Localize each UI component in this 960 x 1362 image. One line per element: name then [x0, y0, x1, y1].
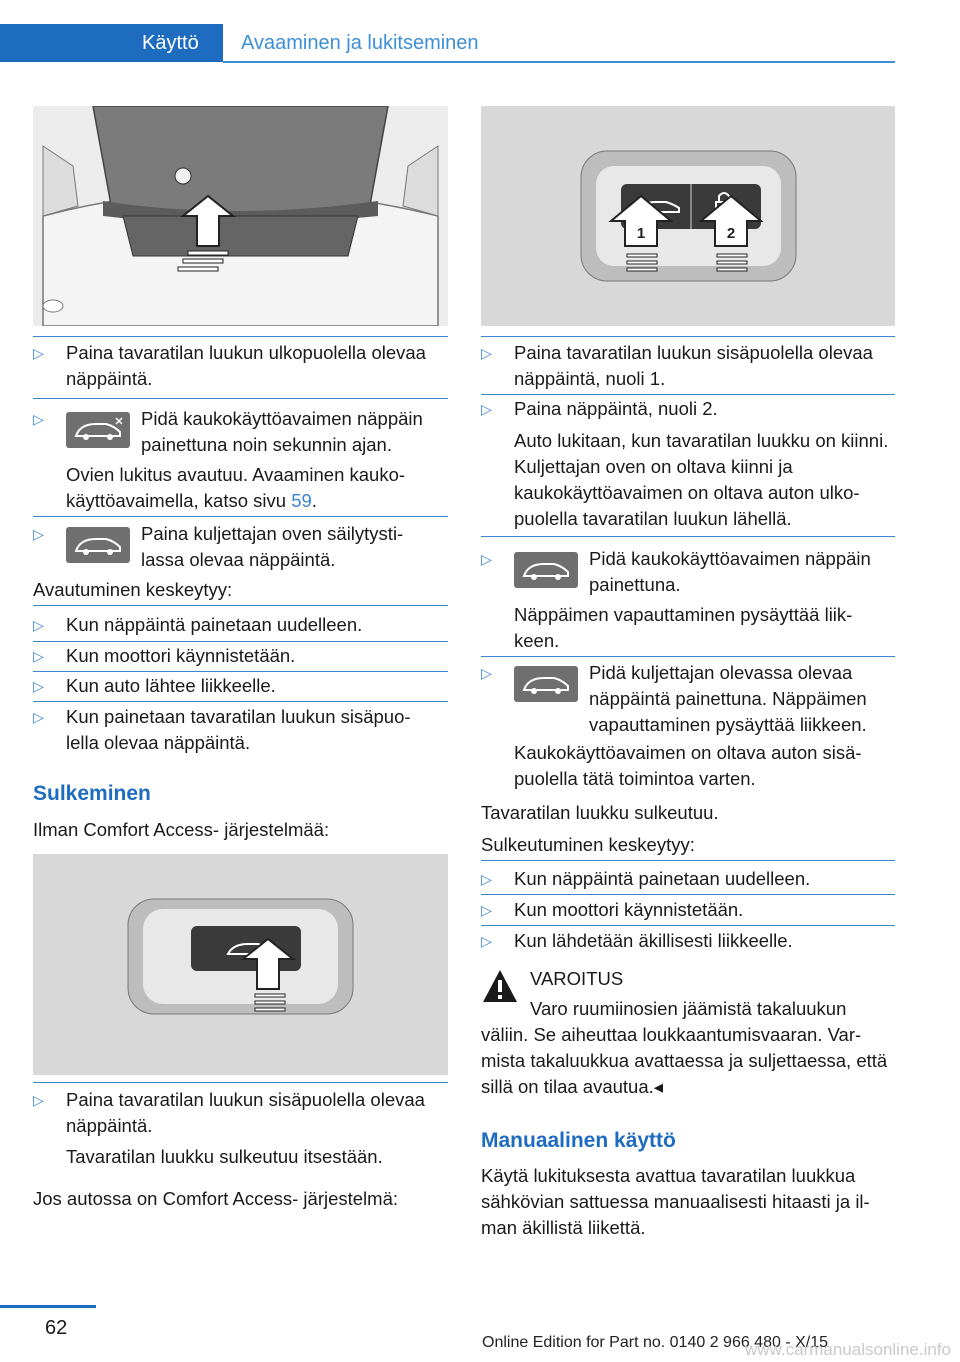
arrow-label-2: 2: [726, 225, 736, 242]
trunk-key-icon: [514, 666, 578, 702]
divider: [481, 536, 895, 537]
bullet-note: Kaukokäyttöavaimen on oltava auton sisä- puolella tätä toimintoa varten.: [514, 742, 862, 789]
list-item: [481, 396, 895, 534]
watermark: www.carmanualsonline.info: [745, 1340, 951, 1359]
warning-box: [481, 966, 895, 1106]
divider: [481, 925, 895, 926]
paragraph: Avautuminen keskeytyy:: [33, 579, 233, 600]
bullet-text: Kun lähdetään äkillisesti liikkeelle.: [514, 930, 793, 951]
list-item: [481, 660, 895, 794]
triangle-bullet-icon: ▷: [481, 933, 492, 949]
bullet-text: Pidä kaukokäyttöavaimen näppäin painettuna noin sekunnin ajan.: [141, 408, 423, 455]
paragraph: Sulkeutuminen keskeytyy:: [481, 834, 695, 855]
list-item: [33, 521, 448, 575]
triangle-bullet-icon: ▷: [33, 526, 44, 542]
footer-rule: [0, 1305, 96, 1308]
page-number: 62: [45, 1317, 68, 1339]
bullet-text: Pidä kuljettajan olevassa olevaa näppäintä painettuna. Näppäimen vapauttaminen pysäyttää liikkeen.: [589, 662, 867, 735]
divider: [33, 641, 448, 642]
warning-title: VAROITUS: [530, 968, 624, 989]
list-item: [481, 340, 895, 394]
triangle-bullet-icon: ▷: [33, 648, 44, 664]
divider: [481, 656, 895, 657]
edition-note: Online Edition for Part no. 0140 2 966 480 - X/15: [482, 1334, 829, 1351]
bullet-text: Kun auto lähtee liikkeelle.: [66, 675, 276, 696]
triangle-bullet-icon: ▷: [481, 902, 492, 918]
warning-text: Varo ruumiinosien jäämistä takaluukun väliin. Se aiheuttaa loukkaantumisvaaran. Var- mista takaluukkua avattaessa ja suljettaessa, että sillä on tilaa avautua.◂: [481, 998, 888, 1097]
divider: [33, 398, 448, 399]
triangle-bullet-icon: ▷: [481, 871, 492, 887]
triangle-bullet-icon: ▷: [33, 345, 44, 361]
divider: [481, 336, 895, 337]
bullet-text: Paina tavaratilan luukun ulkopuolella olevaa näppäintä.: [66, 342, 426, 389]
bullet-text: Kun moottori käynnistetään.: [514, 899, 744, 920]
header-rule: [223, 61, 895, 63]
divider: [33, 516, 448, 517]
divider: [33, 336, 448, 337]
divider: [481, 394, 895, 395]
list-item: [33, 1087, 448, 1167]
triangle-bullet-icon: ▷: [33, 1092, 44, 1108]
bullet-note: Näppäimen vapauttaminen pysäyttää liik- keen.: [514, 604, 853, 651]
interior-buttons-figure: [481, 106, 895, 326]
bullet-note: Tavaratilan luukku sulkeutuu itsestään.: [66, 1146, 383, 1167]
triangle-bullet-icon: ▷: [33, 709, 44, 725]
divider: [33, 1082, 448, 1083]
trunk-button-figure: [33, 854, 448, 1075]
bullet-text: Paina näppäintä, nuoli 2.: [514, 398, 718, 419]
bullet-text: Kun painetaan tavaratilan luukun sisäpuo- lella olevaa näppäintä.: [66, 706, 411, 753]
paragraph: Ilman Comfort Access- järjestelmää:: [33, 819, 330, 840]
page-link[interactable]: 59: [291, 490, 312, 511]
bullet-text: Pidä kaukokäyttöavaimen näppäin painettuna.: [589, 548, 871, 595]
trunk-exterior-figure: [33, 106, 448, 326]
paragraph: Käytä lukituksesta avattua tavaratilan luukkua sähkövian sattuessa manuaalisesti hitaasti ja il- man äkillistä liikettä.: [481, 1165, 870, 1238]
trunk-key-icon: [514, 552, 578, 588]
divider: [481, 860, 895, 861]
chapter-tab: Käyttö: [142, 32, 199, 54]
page-header: [0, 24, 895, 62]
list-item: [33, 406, 448, 516]
bullet-note: Ovien lukitus avautuu. Avaaminen kauko- käyttöavaimella, katso sivu 59.: [66, 464, 406, 511]
list-item: [481, 546, 895, 656]
divider: [33, 605, 448, 606]
section-title: Avaaminen ja lukitseminen: [241, 32, 479, 54]
list-item: [33, 704, 448, 760]
triangle-bullet-icon: ▷: [33, 678, 44, 694]
section-heading: Manuaalinen käyttö: [481, 1129, 676, 1152]
paragraph: Jos autossa on Comfort Access- järjestelmä:: [33, 1188, 399, 1209]
triangle-bullet-icon: ▷: [481, 401, 492, 417]
triangle-bullet-icon: ▷: [481, 345, 492, 361]
divider: [33, 701, 448, 702]
bullet-text: Kun näppäintä painetaan uudelleen.: [514, 868, 811, 889]
bullet-text: Kun moottori käynnistetään.: [66, 645, 296, 666]
triangle-bullet-icon: ▷: [33, 411, 44, 427]
divider: [33, 671, 448, 672]
trunk-key-icon: [66, 527, 130, 563]
bullet-text: Kun näppäintä painetaan uudelleen.: [66, 614, 363, 635]
arrow-label-1: 1: [636, 225, 646, 242]
section-heading: Sulkeminen: [33, 782, 151, 805]
triangle-bullet-icon: ▷: [481, 551, 492, 567]
bullet-note: Auto lukitaan, kun tavaratilan luukku on kiinni. Kuljettajan oven on oltava kiinni ja kaukokäyttöavaimen on oltava auton ulko- puolella tavaratilan luukun lähellä.: [514, 430, 889, 529]
triangle-bullet-icon: ▷: [33, 617, 44, 633]
bullet-text: Paina kuljettajan oven säilytysti- lassa olevaa näppäintä.: [141, 523, 404, 570]
list-item: [33, 340, 448, 394]
triangle-bullet-icon: ▷: [481, 665, 492, 681]
bullet-text: Paina tavaratilan luukun sisäpuolella olevaa näppäintä.: [66, 1089, 425, 1136]
trunk-key-icon: [66, 412, 130, 448]
bullet-text: Paina tavaratilan luukun sisäpuolella olevaa näppäintä, nuoli 1.: [514, 342, 873, 389]
paragraph: Tavaratilan luukku sulkeutuu.: [481, 802, 719, 823]
divider: [481, 894, 895, 895]
